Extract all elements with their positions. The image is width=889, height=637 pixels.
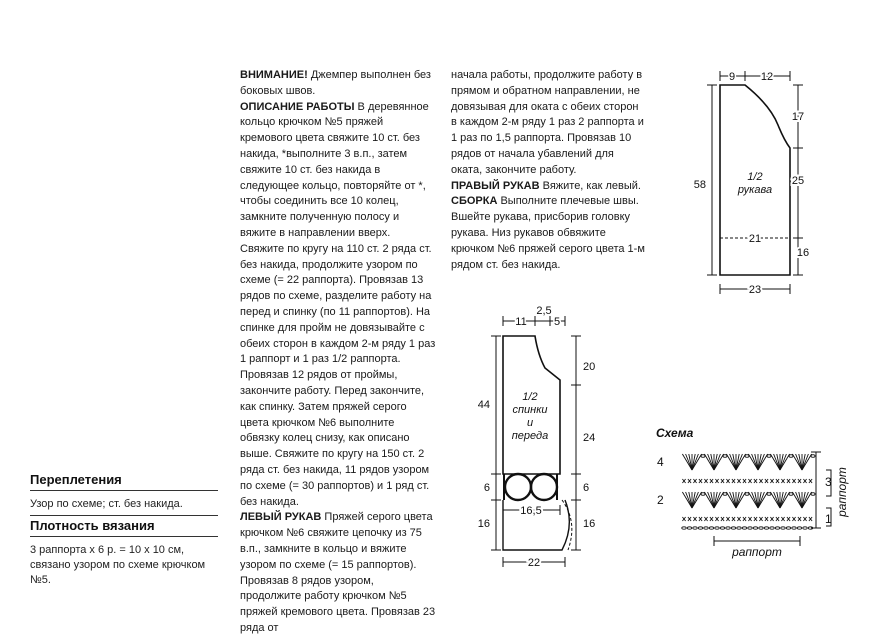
body-left-total-dim: 44	[477, 399, 490, 411]
weaves-text: Узор по схеме; ст. без накида.	[30, 498, 183, 510]
scheme-row-4: 4	[657, 455, 664, 469]
fan-stitch-mark	[796, 454, 802, 470]
chain-mark	[723, 493, 727, 496]
base-chain-mark	[764, 527, 768, 529]
sleeve-inner-width-dim: 21	[748, 233, 762, 245]
body-left-bottom-dim: 16	[477, 518, 490, 530]
scheme-rapport-vertical: раппорт	[835, 467, 849, 517]
body-left-ring-dim: 6	[483, 482, 490, 494]
body-right-top-dim: 20	[583, 361, 596, 373]
base-chain-mark	[693, 527, 697, 529]
base-chain-mark	[720, 527, 724, 529]
chain-mark	[723, 455, 727, 458]
fan-stitch-mark	[686, 454, 692, 470]
sleeve-top-right-dim: 12	[760, 71, 774, 83]
base-chain-mark	[748, 527, 752, 529]
fan-stitch-mark	[686, 492, 692, 508]
body-bottom-width-dim: 22	[527, 557, 541, 569]
body-top-left-dim: 11	[515, 316, 527, 328]
body-right-mid-dim: 24	[583, 432, 596, 444]
base-chain-mark	[797, 527, 801, 529]
base-chain-mark	[759, 527, 763, 529]
fan-stitch-mark	[774, 492, 780, 508]
right-sleeve-label: ПРАВЫЙ РУКАВ	[451, 179, 540, 192]
body-right-ring-dim: 6	[583, 482, 590, 494]
base-chain-mark	[709, 527, 713, 529]
right-sleeve-text: Вяжите, как левый.	[539, 179, 641, 192]
assembly-text: Выполните плечевые швы. Вшейте рукава, присборив головку рукава. Низ рукавов обвяжите крючком №6 пряжей серого цвета 1-м рядом ст. без накида.	[451, 195, 645, 271]
fan-stitch-mark	[708, 492, 714, 508]
base-chain-mark	[737, 527, 741, 529]
ring-1	[505, 474, 531, 500]
chain-mark	[789, 493, 793, 496]
base-chain-mark	[792, 527, 796, 529]
scheme-rapport-horizontal: раппорт	[732, 545, 782, 559]
ring-2	[531, 474, 557, 500]
base-chain-mark	[726, 527, 730, 529]
base-chain-mark	[753, 527, 757, 529]
chain-mark	[701, 493, 705, 496]
chain-mark	[811, 455, 815, 458]
body-top-right-dim: 5	[553, 316, 561, 328]
body-label-line4: переда	[511, 430, 549, 442]
sleeve-right-top-dim: 17	[791, 111, 805, 123]
base-chain-mark	[742, 527, 746, 529]
body-label-line3: и	[526, 417, 534, 429]
base-chain-mark	[687, 527, 691, 529]
left-sleeve-text: Пряжей серого цвета крючком №6 свяжите цепочку из 75 в.п., замкните в кольцо и вяжите узором по схеме (= 15 раппортов). Провязав 8 рядов узором, продолжите работу крючком №5 пряжей кремового цвета. Провязав 23 ряда от	[240, 511, 436, 634]
fan-stitch-mark	[796, 492, 802, 508]
chain-mark	[745, 493, 749, 496]
work-text: В деревянное кольцо крючком №5 пряжей кремового цвета свяжите 10 ст. без накида, *выполните 3 в.п., затем свяжите 10 ст. без накида в следующее кольцо, повторяйте от *, чтобы соединить все 10 колец, замкните полученную полосу и вяжите в направлении вверх. Свяжите по кругу на 110 ст. 2 ряда ст. без накида, продолжите узором по схеме (= 22 раппорта). Провязав 13 рядов по схеме, разделите работу на перед и спинку (по 11 раппортов). На спинке для пройм не довязывайте с обеих сторон в каждом 2-м ряду 1 раз 1 раппорт и 1 раз 1/2 раппорта. Провязав 12 рядов от проймы, закончите работу. Перед закончите, как спинку. Затем пряжей серого цвета крючком №6 выполните обвязку колец снизу, как описано выше. Свяжите по кругу на 150 ст. 2 ряда ст. без накида, 11 рядов узором по схеме (= 30 раппортов) и 1 ряд ст. без накида.	[240, 100, 436, 508]
sleeve-height-dim: 58	[693, 179, 706, 191]
density-title: Плотность вязания	[30, 518, 155, 533]
base-chain-mark	[786, 527, 790, 529]
sleeve-bottom-width-dim: 23	[748, 284, 762, 296]
fan-stitch-mark	[730, 454, 736, 470]
base-chain-mark	[682, 527, 686, 529]
sleeve-top-left-dim: 9	[728, 71, 736, 83]
sleeve-right-mid-dim: 25	[791, 175, 805, 187]
base-chain-mark	[704, 527, 708, 529]
fan-stitch-mark	[752, 454, 758, 470]
density-text: 3 раппорта x 6 р. = 10 x 10 см, связано узором по схеме крючком №5.	[30, 544, 206, 586]
weaves-title: Переплетения	[30, 472, 122, 487]
chain-mark	[789, 455, 793, 458]
chain-mark	[767, 493, 771, 496]
scheme-brackets	[714, 452, 831, 546]
work-label: ОПИСАНИЕ РАБОТЫ	[240, 100, 355, 113]
body-ring-width-dim: 16,5	[520, 505, 542, 517]
fan-stitch-mark	[774, 454, 780, 470]
sleeve-label-line1: 1/2	[747, 171, 763, 183]
scheme-row-3: 3	[825, 475, 832, 489]
base-chain-mark	[770, 527, 774, 529]
body-label-line1: 1/2	[522, 391, 538, 403]
base-chain-mark	[715, 527, 719, 529]
left-sleeve-label: ЛЕВЫЙ РУКАВ	[240, 511, 322, 524]
body-top-small-dim: 2,5	[536, 305, 552, 317]
body-label-line2: спинки	[512, 404, 548, 416]
chain-mark	[701, 455, 705, 458]
scheme-title: Схема	[656, 426, 694, 440]
base-chain-mark	[731, 527, 735, 529]
fan-stitch-mark	[708, 454, 714, 470]
scheme-symbols	[682, 454, 815, 529]
chain-mark	[767, 455, 771, 458]
sleeve-right-bottom-dim: 16	[796, 247, 810, 259]
base-chain-mark	[775, 527, 779, 529]
warning-text: Джемпер выполнен без боковых швов.	[240, 69, 431, 97]
chain-mark	[745, 455, 749, 458]
scheme-row-1: 1	[825, 512, 832, 526]
base-chain-mark	[803, 527, 807, 529]
sleeve-continuation: начала работы, продолжите работу в прямом и обратном направлении, не довязывая для оката с обеих сторон в каждом 2-м ряду 1 раз 2 раппорта и 1 раз по 1,5 раппорта. Провязав 10 рядов от начала убавлений для оката, закончите работу.	[451, 69, 644, 176]
assembly-label: СБОРКА	[451, 195, 498, 208]
base-chain-mark	[698, 527, 702, 529]
chain-mark	[811, 493, 815, 496]
base-chain-mark	[781, 527, 785, 529]
body-right-bottom-dim: 16	[583, 518, 596, 530]
fan-stitch-mark	[730, 492, 736, 508]
sleeve-label-line2: рукава	[737, 184, 773, 196]
warning-label: ВНИМАНИЕ!	[240, 69, 308, 81]
scheme-row-2: 2	[657, 493, 664, 507]
fan-stitch-mark	[752, 492, 758, 508]
